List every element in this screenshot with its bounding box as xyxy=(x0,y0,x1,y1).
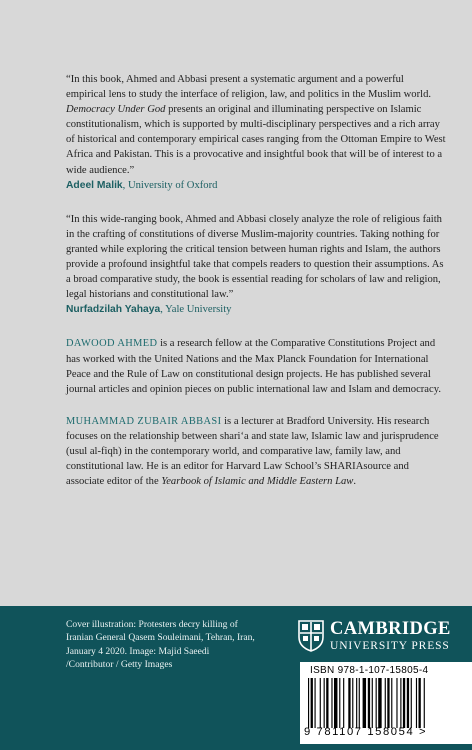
endorsement-1-text-part1: “In this book, Ahmed and Abbasi present a systematic argument and a powerful empirical lens to study the interface of religion, law, and politics in the Muslim world. xyxy=(66,74,432,101)
endorsement-1-text xyxy=(66,72,446,178)
author-bio-2 xyxy=(66,414,446,489)
isbn-number: ISBN 978-1-107-15805-4 xyxy=(310,665,429,676)
book-title-italic: Democracy Under God xyxy=(66,104,166,116)
cover-illustration-credit: Cover illustration: Protesters decry killing of Iranian General Qasem Souleimani, Tehran, Iran, January 4 2020. Image: Majid Saeedi /Contributor / Getty Images xyxy=(66,619,255,671)
author-name: DAWOOD AHMED xyxy=(66,338,158,350)
barcode-digits: 9 781107 158054 > xyxy=(304,726,428,738)
publisher-name-line1: CAMBRIDGE xyxy=(330,619,451,639)
endorser-institution: , Yale University xyxy=(160,304,232,316)
author-name: MUHAMMAD ZUBAIR ABBASI xyxy=(66,415,222,427)
publisher-logo xyxy=(298,616,458,656)
endorsement-2 xyxy=(66,212,446,318)
endorsement-1-text-part2: presents an original and illuminating perspective on Islamic constitutionalism, which is supported by multi-disciplinary perspectives and a rich array of historical and contemporary empirical cases ranging from the Ottoman Empire to West Africa and Pakistan. This is a provocative and insightful book that will be of interest to a wide audience.” xyxy=(66,104,446,176)
endorser-institution: , University of Oxford xyxy=(122,179,218,191)
barcode-icon xyxy=(306,678,466,728)
endorsement-2-attribution xyxy=(66,302,446,317)
endorsement-1 xyxy=(66,72,446,193)
author-bio-text: is a lecturer at Bradford University. His research focuses on the relationship between shari‘a and state law, Islamic law and jurisprudence (usul al-fiqh) in the contemporary world, and comparative law, family law, and constitutional law. He is an editor for Harvard Law School’s SHARIAsource and associate editor of the xyxy=(66,415,439,488)
author-bio-1 xyxy=(66,336,446,396)
author-bio-text-end: . xyxy=(353,476,357,488)
author-bio-text: is a research fellow at the Comparative Constitutions Project and has worked with the United Nations and the Max Planck Foundation for International Peace and the Rule of Law on constitutional design projects. He has published several journal articles and opinion pieces on public international law and Islam and democracy. xyxy=(66,338,441,395)
cover-footer-band xyxy=(0,606,472,750)
endorsement-2-text: “In this wide-ranging book, Ahmed and Abbasi closely analyze the role of religious faith in the crafting of constitutions of diverse Muslim-majority countries. Taking nothing for granted while exploring the critical tension between human rights and Islam, the authors provide a profound insightful take that compels readers to question their assumptions. As a broad comparative study, the book is essential reading for scholars of law and religion, legal historians and constitutional law.” xyxy=(66,213,444,301)
journal-title-italic: Yearbook of Islamic and Middle Eastern Law xyxy=(161,476,354,488)
publisher-name-line2: UNIVERSITY PRESS xyxy=(330,640,450,652)
cambridge-shield-icon xyxy=(298,620,324,652)
endorser-name: Adeel Malik xyxy=(66,179,123,191)
endorser-name: Nurfadzilah Yahaya xyxy=(66,304,161,316)
endorsement-1-attribution xyxy=(66,178,446,193)
cover-text-content xyxy=(66,72,446,506)
isbn-barcode xyxy=(300,662,472,744)
